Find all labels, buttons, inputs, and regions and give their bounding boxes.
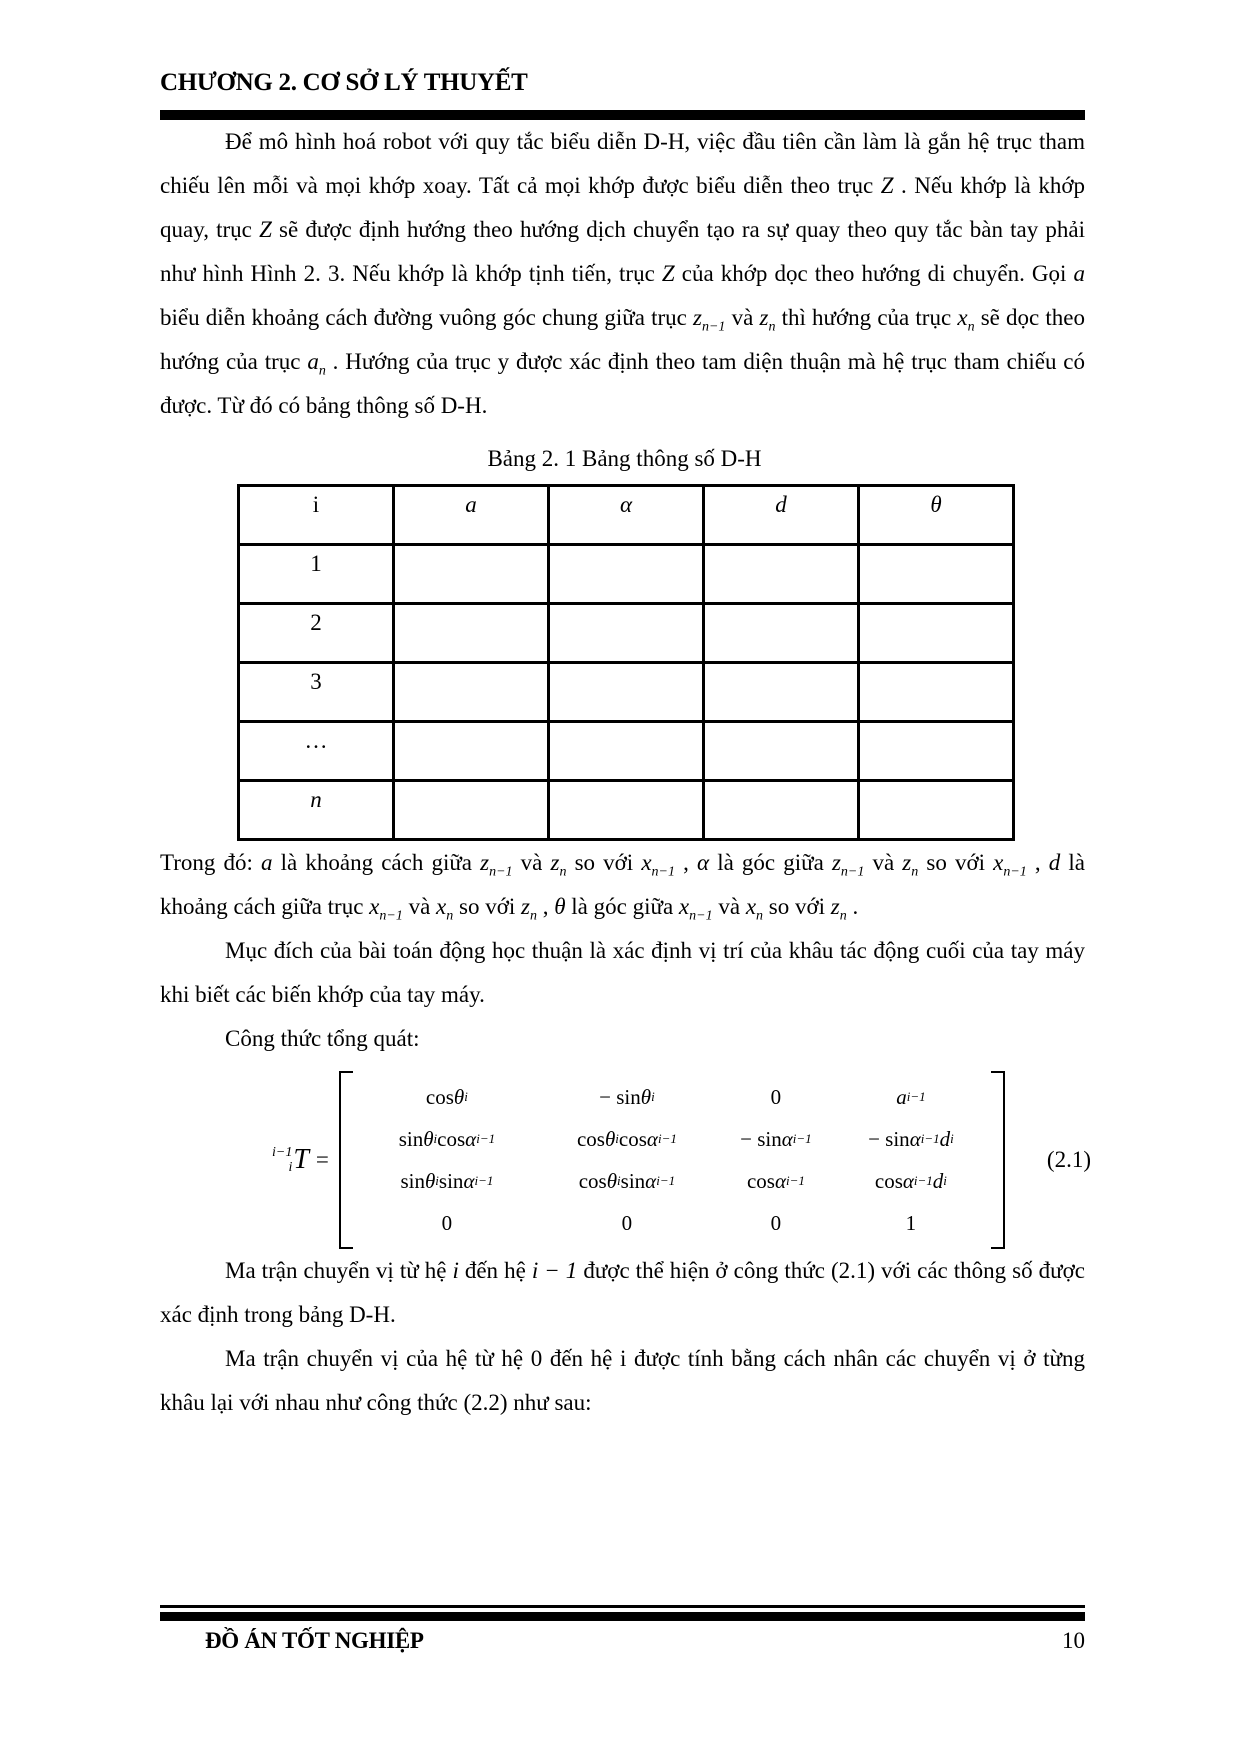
math-variable: x — [993, 850, 1004, 875]
math-variable: z — [480, 850, 490, 875]
table-head — [239, 486, 1014, 545]
paragraph-formula-intro: Công thức tổng quát: — [225, 1026, 420, 1051]
math-variable: d — [1048, 850, 1061, 875]
math-variable: x — [436, 894, 447, 919]
math-variable: x — [369, 894, 380, 919]
matrix-cell: cos α i−1 d i — [874, 1168, 947, 1193]
matrix-right-bracket — [991, 1071, 1005, 1249]
dh-parameter-table — [237, 484, 1015, 841]
math-variable: z — [830, 894, 840, 919]
matrix-cell: sin θ i cos α i−1 — [398, 1126, 496, 1151]
math-variable: i — [452, 1258, 459, 1283]
table-cell — [704, 781, 859, 840]
table-cell — [859, 604, 1014, 663]
chapter-title: CHƯƠNG 2. CƠ SỞ LÝ THUYẾT — [160, 69, 528, 96]
matrix-cell: 0 — [770, 1210, 782, 1235]
table-cell — [859, 663, 1014, 722]
equation-2-1 — [160, 1071, 1091, 1249]
table-caption: Bảng 2. 1 Bảng thông số D-H — [487, 446, 762, 471]
paragraph-chain-note: Ma trận chuyển vị của hệ từ hệ 0 đến hệ i được tính bằng cách nhân các chuyển vị ở từng khâu lại với nhau như công thức (2.2) như sau: — [160, 1346, 1085, 1415]
table-cell — [394, 604, 549, 663]
matrix-cell: 0 — [770, 1084, 782, 1109]
footer-rule-thick — [160, 1612, 1085, 1621]
math-variable: z — [759, 305, 769, 330]
math-variable: z — [693, 305, 702, 330]
math-variable: z — [550, 850, 560, 875]
math-variable: α — [697, 850, 710, 875]
table-header-cell: a — [394, 486, 549, 545]
math-variable: z — [902, 850, 912, 875]
math-variable: θ — [554, 894, 566, 919]
matrix-cell: − sin α i−1 d i — [868, 1126, 954, 1151]
math-subscript: n — [967, 319, 975, 335]
math-subscript: n−1 — [379, 908, 403, 924]
math-variable: i − 1 — [531, 1258, 578, 1283]
table-row-label: 1 — [239, 545, 394, 604]
matrix-cell: a i−1 — [896, 1084, 926, 1109]
math-subscript: n−1 — [489, 864, 513, 880]
table-cell — [549, 722, 704, 781]
math-variable: α — [646, 1126, 658, 1151]
math-variable: a — [307, 349, 319, 374]
math-variable: α — [463, 1168, 475, 1193]
table-cell — [859, 722, 1014, 781]
math-subscript: n−1 — [701, 319, 726, 335]
table-cell — [704, 722, 859, 781]
math-variable: a — [261, 850, 273, 875]
equation-pre-scripts — [272, 1145, 292, 1175]
math-subscript: n — [529, 908, 537, 924]
table-row-label: n — [239, 781, 394, 840]
math-variable: x — [957, 305, 968, 330]
table-cell — [859, 545, 1014, 604]
matrix-cell: cos θ i — [425, 1084, 468, 1109]
math-variable: θ — [453, 1084, 465, 1109]
math-variable: d — [939, 1126, 951, 1151]
footer-row — [160, 1626, 1085, 1656]
matrix-cell: − sin α i−1 — [740, 1126, 812, 1151]
math-variable: Z — [880, 173, 894, 198]
math-subscript: n — [911, 864, 919, 880]
table-header-cell: d — [704, 486, 859, 545]
table-body — [239, 545, 1014, 840]
matrix-left-bracket — [339, 1071, 353, 1249]
table-cell — [549, 781, 704, 840]
matrix-cell: − sin θ i — [599, 1084, 655, 1109]
math-variable: a — [1073, 261, 1085, 286]
table-row — [239, 545, 1014, 604]
table-cell — [549, 604, 704, 663]
table-header-cell: α — [549, 486, 704, 545]
table-cell — [704, 663, 859, 722]
math-variable: x — [641, 850, 652, 875]
table-header-row — [239, 486, 1014, 545]
math-subscript: n — [446, 908, 454, 924]
math-variable: Z — [661, 261, 675, 286]
footer-rule-thin — [160, 1605, 1085, 1608]
table-cell — [859, 781, 1014, 840]
matrix-cell: 1 — [905, 1210, 917, 1235]
equation-symbol: T — [293, 1144, 309, 1175]
table-cell — [394, 545, 549, 604]
math-subscript: n — [756, 908, 764, 924]
math-variable: α — [774, 1168, 786, 1193]
math-variable: θ — [640, 1084, 652, 1109]
table-cell — [394, 781, 549, 840]
paragraph-purpose: Mục đích của bài toán động học thuận là xác định vị trí của khâu tác động cuối của tay máy khi biết các biến khớp của tay máy. — [160, 938, 1085, 1007]
table-header-cell: i — [239, 486, 394, 545]
math-variable: θ — [423, 1126, 434, 1151]
math-variable: θ — [424, 1168, 436, 1193]
equation-lhs — [272, 1071, 339, 1249]
table-row — [239, 663, 1014, 722]
math-variable: x — [678, 894, 690, 919]
math-variable: α — [465, 1126, 477, 1151]
math-subscript: n−1 — [651, 864, 675, 880]
table-cell — [549, 545, 704, 604]
table-cell — [394, 722, 549, 781]
math-variable: θ — [606, 1168, 618, 1193]
equation-presubscript: i — [288, 1160, 293, 1175]
table-cell — [549, 663, 704, 722]
table-row — [239, 781, 1014, 840]
table-row-label: 2 — [239, 604, 394, 663]
footer-project-label: ĐỒ ÁN TỐT NGHIỆP — [205, 1628, 424, 1653]
table-cell — [704, 545, 859, 604]
matrix-cell: 0 — [621, 1210, 633, 1235]
math-variable: α — [645, 1168, 657, 1193]
paragraph-transform-note: Ma trận chuyển vị từ hệ i đến hệ i − 1 được thể hiện ở công thức (2.1) với các thông số được xác định trong bảng D-H. — [160, 1258, 1085, 1327]
equals-sign: = — [315, 1147, 329, 1172]
math-variable: a — [896, 1084, 907, 1109]
table-row-label: 3 — [239, 663, 394, 722]
equation-number: (2.1) — [1046, 1147, 1091, 1172]
math-variable: α — [902, 1168, 914, 1193]
table-cell — [704, 604, 859, 663]
paragraph-intro: Để mô hình hoá robot với quy tắc biểu diễn D-H, việc đầu tiên cần làm là gắn hệ trục tham chiếu lên mỗi và mọi khớp xoay. Tất cả mọi khớp được biểu diễn theo trục Z . Nếu khớp là khớp quay, trục Z sẽ được định hướng theo hướng dịch chuyển tạo ra sự quay theo quy tắc bàn tay phải như hình Hình 2. 3. Nếu khớp là khớp tịnh tiến, trục Z của khớp dọc theo hướng di chuyển. Gọi a biểu diễn khoảng cách đường vuông góc chung giữa trục $z_{n-1}$ và $z_n$ thì hướng của trục $x_n$ sẽ dọc theo hướng của trục $a_n$ . Hướng của trục y được xác định theo tam diện thuận mà hệ trục tham chiếu có được. Từ đó có bảng thông số D-H. — [160, 129, 1086, 418]
table-cell — [394, 663, 549, 722]
header-rule — [160, 110, 1085, 120]
math-variable: z — [831, 850, 841, 875]
math-variable: x — [745, 894, 757, 919]
math-subscript: n — [318, 363, 326, 379]
matrix-grid — [353, 1071, 991, 1249]
math-subscript: n — [559, 864, 567, 880]
table-header-cell: θ — [859, 486, 1014, 545]
math-variable: α — [781, 1126, 793, 1151]
page-number: 10 — [1062, 1628, 1085, 1653]
table-row — [239, 722, 1014, 781]
math-variable: d — [932, 1168, 944, 1193]
matrix-cell: 0 — [441, 1210, 453, 1235]
matrix-cell: cos θ i cos α i−1 — [576, 1126, 677, 1151]
equation-presuperscript: i−1 — [272, 1145, 293, 1160]
math-variable: α — [909, 1126, 921, 1151]
table-row — [239, 604, 1014, 663]
matrix-cell: sin θ i sin α i−1 — [400, 1168, 494, 1193]
math-variable: z — [521, 894, 530, 919]
math-variable: Z — [259, 217, 272, 242]
matrix-cell: cos θ i sin α i−1 — [578, 1168, 676, 1193]
math-subscript: n−1 — [689, 908, 713, 924]
matrix-cell: cos α i−1 — [746, 1168, 805, 1193]
math-variable: θ — [604, 1126, 616, 1151]
math-subscript: n−1 — [840, 864, 865, 880]
page-footer — [160, 1605, 1085, 1656]
math-subscript: n — [839, 908, 847, 924]
math-subscript: n−1 — [1003, 864, 1027, 880]
paragraph-legend: Trong đó: a là khoảng cách giữa $z_{n-1}$ và $z_n$ so với $x_{n-1}$ , α là góc giữa $z_{n-1}$ và $z_n$ so với $x_{n-1}$ , d là khoảng cách giữa trục $x_{n-1}$ và $x_n$ so với $z_n$ , θ là góc giữa $x_{n-1}$ và $x_n$ so với $z_n$ . — [160, 850, 1086, 924]
table-row-label: … — [239, 722, 394, 781]
math-subscript: n — [768, 319, 776, 335]
